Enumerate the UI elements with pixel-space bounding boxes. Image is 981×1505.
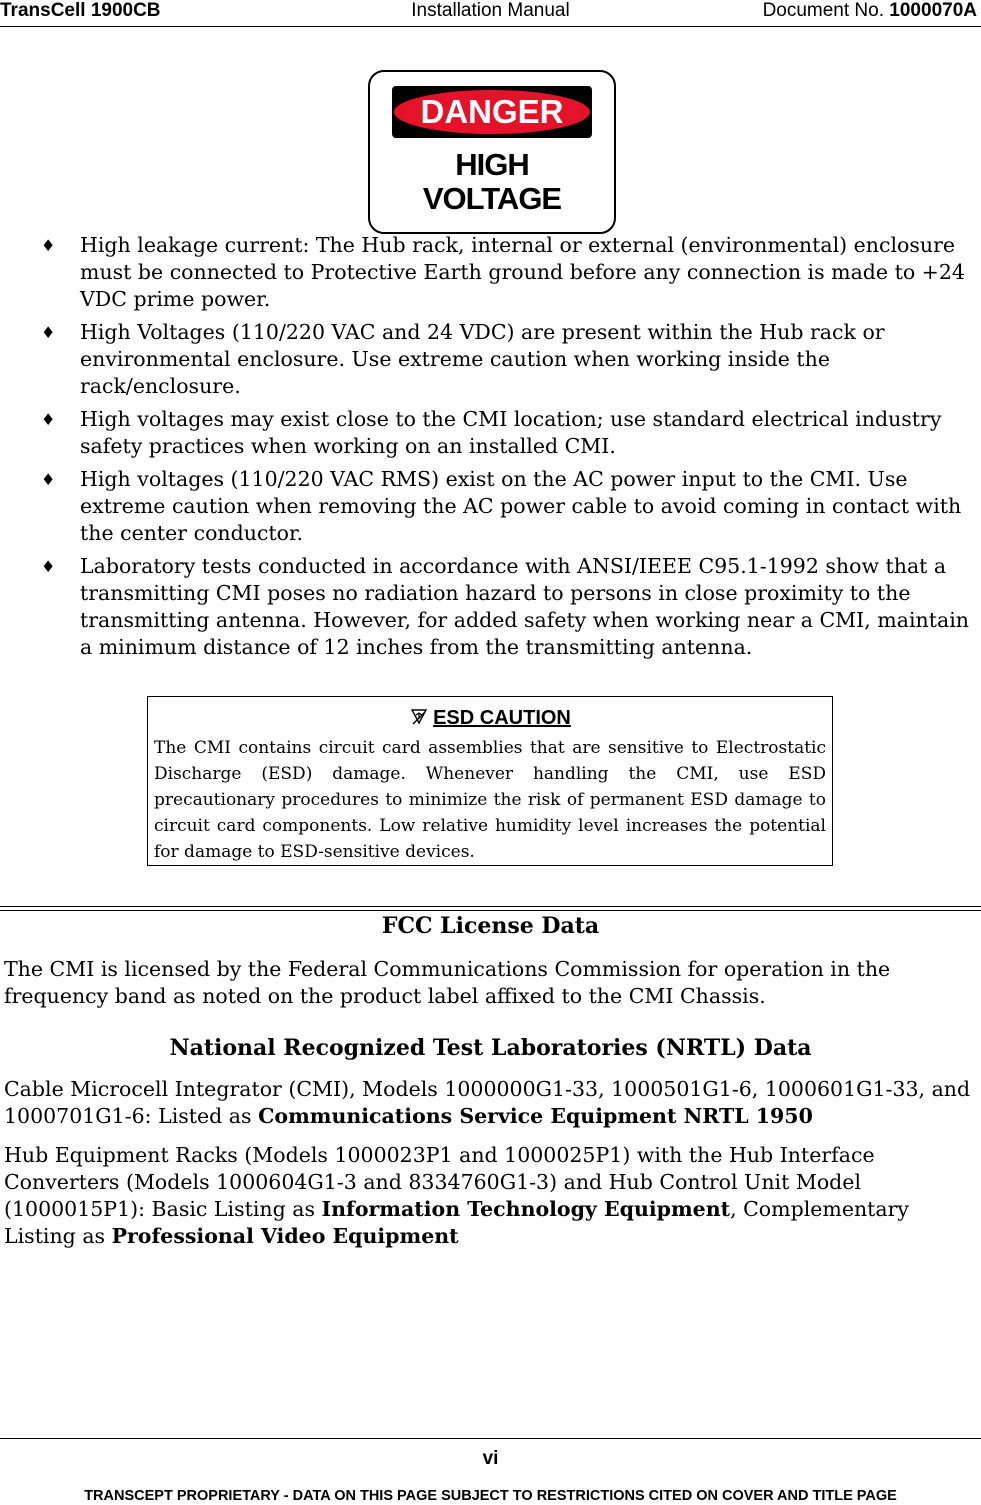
- fcc-heading: FCC License Data: [381, 913, 600, 939]
- product-name: TransCell 1900CB: [0, 0, 161, 21]
- list-item: ♦ Laboratory tests conducted in accordance with ANSI/IEEE C95.1-1992 show that a transmitting CMI poses no radiation hazard to persons in close proximity to the transmitting antenna. However, for added safety when working near a CMI, maintain a minimum distance of 12 inches from the transmitting antenna.: [41, 554, 969, 659]
- section-divider: [0, 910, 981, 911]
- diamond-bullet-icon: ♦: [41, 236, 56, 255]
- fcc-paragraph: The CMI is licensed by the Federal Communications Commission for operation in the frequency band as noted on the product label affixed to the CMI Chassis.: [4, 957, 891, 1008]
- diamond-bullet-icon: ♦: [41, 470, 56, 489]
- diamond-bullet-icon: ♦: [41, 557, 56, 576]
- sign-line-2: VOLTAGE: [422, 181, 562, 216]
- manual-title: Installation Manual: [411, 0, 570, 21]
- esd-caution-body: The CMI contains circuit card assemblies that are sensitive to Electrostatic Discharge (ESD) damage. Whenever handling the CMI, use ESD precautionary procedures to minimize the risk of permanent ESD damage to circuit card components. Low relative humidity level increases the potential for damage to ESD-sensitive devices.: [154, 738, 826, 862]
- list-item: ♦ High leakage current: The Hub rack, internal or external (environmental) enclosure must be connected to Protective Earth ground before any connection is made to +24 VDC prime power.: [41, 233, 965, 311]
- list-item: ♦ High Voltages (110/220 VAC and 24 VDC) are present within the Hub rack or environmental enclosure. Use extreme caution when working inside the rack/enclosure.: [41, 320, 885, 398]
- doc-label: Document No.: [762, 0, 885, 21]
- list-item: ♦ High voltages (110/220 VAC RMS) exist on the AC power input to the CMI. Use extreme caution when removing the AC power cable to avoid coming in contact with the center conductor.: [41, 467, 962, 545]
- document-number: [763, 0, 977, 22]
- list-item: ♦ High voltages may exist close to the CMI location; use standard electrical industry safety practices when working on an installed CMI.: [41, 407, 942, 458]
- nrtl-paragraph-cmi: Cable Microcell Integrator (CMI), Models 1000000G1-33, 1000501G1-6, 1000601G1-33, and 1000701G1-6: Listed as Communications Service Equipment NRTL 1950: [4, 1077, 971, 1128]
- high-voltage-text: [370, 148, 614, 216]
- diamond-bullet-icon: ♦: [41, 410, 56, 429]
- section-divider: [0, 906, 981, 907]
- nrtl-paragraph-hub: Hub Equipment Racks (Models 1000023P1 and 1000025P1) with the Hub Interface Converters (Models 1000604G1-3 and 8334760G1-3) and Hub Control Unit Model (1000015P1): Basic Listing as Information Technology Equipment, Complementary Listing as Professional Video Equipment: [4, 1143, 910, 1248]
- safety-bullet-list: [0, 232, 981, 667]
- danger-high-voltage-sign: [368, 70, 616, 234]
- esd-caution-title: ESD CAUTION: [154, 705, 826, 731]
- proprietary-notice: TRANSCEPT PROPRIETARY - DATA ON THIS PAGE SUBJECT TO RESTRICTIONS CITED ON COVER AND TITLE PAGE: [84, 1488, 897, 1504]
- page-number: vi: [482, 1448, 499, 1469]
- diamond-bullet-icon: ♦: [41, 323, 56, 342]
- esd-sensitive-icon: [409, 707, 429, 727]
- footer-divider: [0, 1438, 981, 1439]
- page-header: [0, 0, 981, 27]
- danger-banner: [392, 86, 592, 138]
- esd-caution-box: [147, 696, 833, 866]
- doc-number-value: 1000070A: [889, 0, 977, 21]
- nrtl-heading: National Recognized Test Laboratories (NRTL) Data: [169, 1035, 812, 1061]
- sign-line-1: HIGH: [455, 147, 529, 182]
- danger-text: DANGER: [420, 93, 564, 130]
